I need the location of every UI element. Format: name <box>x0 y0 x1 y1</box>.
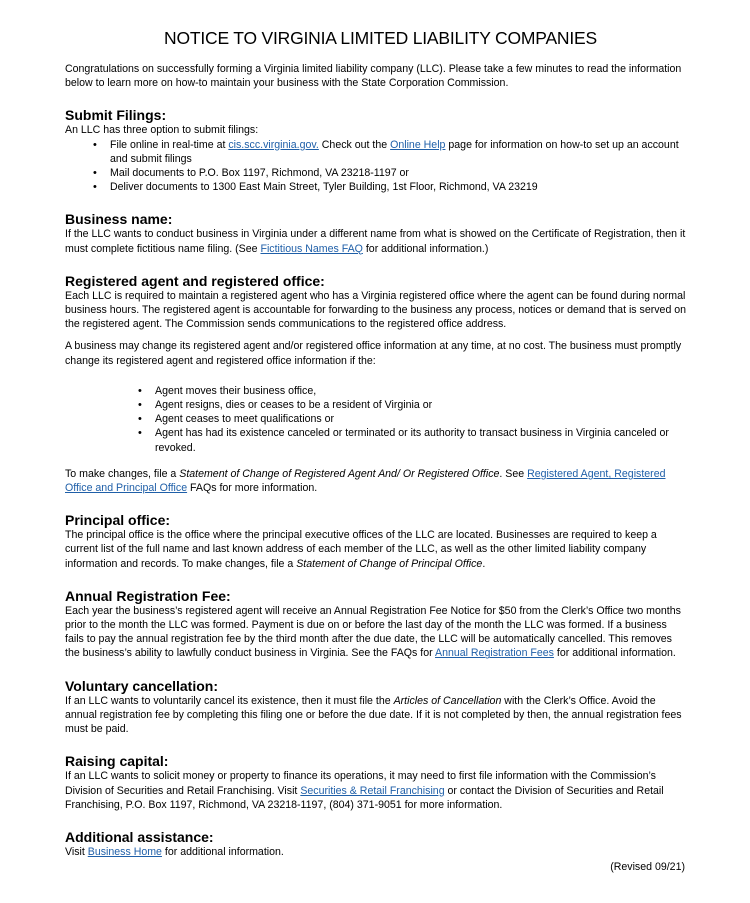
additional-assistance-heading: Additional assistance: <box>65 828 214 845</box>
securities-retail-franchising-link[interactable]: Securities & Retail Franchising <box>300 784 445 797</box>
principal-post: . <box>482 557 486 570</box>
registered-agent-para1: Each LLC is required to maintain a registered agent who has a Virginia registered office where the agent can be found during normal business hours. The registered agent is accountable for forwarding to the business any process, notices or demand that is served on the registered agent. The Commission sends communications to the registered office address. <box>65 289 687 331</box>
business-name-text <box>65 227 688 255</box>
registered-agent-section <box>65 273 688 495</box>
registered-agent-para2: A business may change its registered agent and/or registered office information at any time, at no cost. The business must promptly change its registered agent and registered office information if the: <box>65 340 682 367</box>
list-item: • Agent resigns, dies or ceases to be a resident of Virginia or <box>155 398 688 412</box>
annual-fee-heading: Annual Registration Fee: <box>65 587 231 604</box>
assistance-pre: Visit <box>65 845 88 858</box>
list-item: • Agent has had its existence canceled or terminated or its authority to transact business in Virginia canceled or revoked. <box>155 426 688 454</box>
raising-capital-heading: Raising capital: <box>65 753 169 770</box>
annual-fee-text <box>65 604 688 661</box>
capital-pre: If an LLC wants to solicit money or property to finance its operations, it may need to first file information with the Commission’s Division of Securities and Retail Franchising. Visit <box>65 770 656 797</box>
articles-of-cancellation: Articles of Cancellation <box>393 694 502 707</box>
business-name-pre: If the LLC wants to conduct business in Virginia under a different name from what is showed on the Certificate of Registration, then it must complete fictitious name filing. (See <box>65 228 686 255</box>
principal-form-name: Statement of Change of Principal Office <box>296 557 483 570</box>
voluntary-pre: If an LLC wants to voluntarily cancel its existence, then it must file the <box>65 694 394 707</box>
online-help-link[interactable]: Online Help <box>390 138 446 151</box>
list-item-deliver: • Deliver documents to 1300 East Main Street, Tyler Building, 1st Floor, Richmond, VA 23219 <box>110 180 688 194</box>
voluntary-cancellation-section <box>65 678 688 737</box>
change-mid: . See <box>499 467 528 480</box>
revision-date: (Revised 09/21) <box>610 861 685 873</box>
list-item: • Agent ceases to meet qualifications or <box>155 412 688 426</box>
list-item: • Agent moves their business office, <box>155 384 688 398</box>
voluntary-cancellation-heading: Voluntary cancellation: <box>65 677 218 694</box>
registered-agent-heading: Registered agent and registered office: <box>65 272 325 289</box>
online-mid-text: Check out the <box>318 138 391 151</box>
list-item-mail: • Mail documents to P.O. Box 1197, Richmond, VA 23218-1197 or <box>110 166 688 180</box>
fictitious-names-faq-link[interactable]: Fictitious Names FAQ <box>260 242 363 255</box>
additional-assistance-section <box>65 829 688 859</box>
intro-text: Congratulations on successfully forming a Virginia limited liability company (LLC). Please take a few minutes to read the information below to learn more on how-to maintain your business with the State Corporation Commission. <box>65 63 682 90</box>
page-title: NOTICE TO VIRGINIA LIMITED LIABILITY COMPANIES <box>164 28 597 48</box>
change-pre: To make changes, file a <box>65 467 180 480</box>
cis-link[interactable]: cis.scc.virginia.gov. <box>228 138 319 151</box>
list-item-online <box>110 138 688 166</box>
principal-office-text <box>65 528 688 571</box>
voluntary-post: with the Clerk’s Office. Avoid the annual registration fee by completing this filing one or before the due date. If it is not completed by then, the annual registration fees must be paid. <box>65 694 682 736</box>
annual-fee-section <box>65 588 688 661</box>
submit-options-list <box>110 138 688 195</box>
submit-filings-section <box>65 107 688 194</box>
annual-fee-pre: Each year the business’s registered agent will receive an Annual Registration Fee Notice for $50 from the Clerk’s Office two months prior to the month the LLC was formed. Payment is due on or before the last day of the month the LLC was formed. If a business fails to pay the annual registration fee by the third month after the due date, the LLC will be automatically cancelled. This removes the business’s ability to lawfully conduct business in Virginia. See the FAQs for <box>65 604 681 660</box>
intro-paragraph <box>65 62 688 90</box>
business-home-link[interactable]: Business Home <box>87 845 162 858</box>
principal-office-heading: Principal office: <box>65 512 171 529</box>
agent-change-conditions-list <box>155 384 688 455</box>
voluntary-cancellation-text <box>65 694 688 737</box>
principal-office-section <box>65 512 688 571</box>
business-name-post: for additional information.) <box>362 242 489 255</box>
annual-fee-post: for additional information. <box>553 647 676 660</box>
additional-assistance-text <box>65 845 688 859</box>
annual-registration-fees-link[interactable]: Annual Registration Fees <box>435 647 554 660</box>
change-form-name: Statement of Change of Registered Agent And/ Or Registered Office <box>179 467 500 480</box>
registered-agent-change-text <box>65 467 688 495</box>
online-post-text: page for information on how-to set up an account and submit filings <box>110 138 679 165</box>
submit-filings-lead: An LLC has three option to submit filings: <box>65 124 259 137</box>
raising-capital-text <box>65 769 688 812</box>
business-name-section <box>65 211 688 255</box>
raising-capital-section <box>65 753 688 812</box>
submit-filings-heading: Submit Filings: <box>65 107 167 124</box>
capital-post: or contact the Division of Securities and Retail Franchising, P.O. Box 1197, Richmond, VA 23218-1197, (804) 371-9051 for more information. <box>65 784 664 811</box>
online-text: File online in real-time at <box>110 138 229 151</box>
registered-agent-faq-link[interactable]: Registered Agent, Registered Office and Principal Office <box>65 467 666 495</box>
change-post: FAQs for more information. <box>187 482 318 495</box>
assistance-post: for additional information. <box>161 845 284 858</box>
business-name-heading: Business name: <box>65 211 173 228</box>
principal-pre: The principal office is the office where the principal executive offices of the LLC are located. Businesses are required to keep a current list of the full name and last known address of each member of the LLC, as well as the other limited liability company information and records. To make changes, file a <box>65 529 657 570</box>
